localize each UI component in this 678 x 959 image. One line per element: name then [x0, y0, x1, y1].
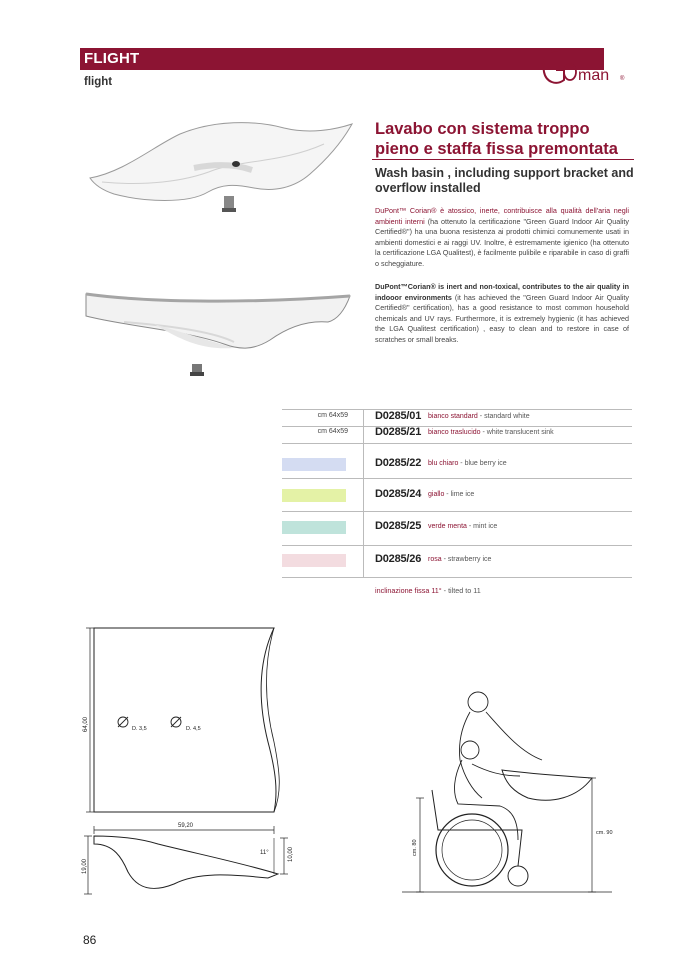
variant-name-it: rosa: [428, 556, 442, 563]
page-number: 86: [83, 933, 97, 947]
variant-name-en: blue berry ice: [464, 460, 507, 467]
variant-name-en: lime ice: [450, 491, 475, 498]
description-en: [375, 282, 629, 346]
table-rule: [282, 478, 632, 479]
product-photo-bottom: [84, 282, 352, 382]
wheelchair-illustration: [402, 680, 622, 898]
variant-size: cm 64x59: [317, 412, 348, 419]
table-rule: [282, 577, 632, 578]
logo-text: man: [578, 67, 610, 84]
variant-row: [0, 455, 678, 475]
product-title-en: Wash basin , including support bracket and overflow installed: [375, 166, 634, 195]
brand-logo: [538, 42, 630, 92]
tilt-note-en: tilted to 11: [448, 586, 481, 595]
variant-row: [0, 486, 678, 506]
header-bar: [80, 48, 604, 70]
description-en-lead: DuPont™Corian® is inert and non-toxical, contributes to the air quality in indooor environments: [375, 282, 629, 302]
variant-desc: [428, 491, 474, 498]
description-en-body: (it has achieved the "Green Guard Indoor Air Quality Certified®" certification), has a good resistance to most common household chemicals and UV rays. Furthermore, it is extremely hygienic (it has achieved the LGA Qualitest certification) , easy to clean and to restore in case of scratches or small breaks.: [375, 292, 629, 344]
page-title: FLIGHT: [84, 50, 140, 67]
variant-sep: -: [466, 523, 474, 530]
variant-name-en: standard white: [484, 413, 530, 420]
tilt-note-sep: -: [441, 586, 449, 595]
table-rule: [282, 511, 632, 512]
dim-width: 59,20: [178, 823, 194, 829]
color-swatch: [282, 521, 346, 534]
variant-sep: -: [480, 429, 487, 436]
variant-row: [0, 424, 678, 444]
variant-code: D0285/25: [375, 520, 422, 532]
description-it-lead: DuPont™ Corian® è atossico, inerte, contribuisce alla qualità dell'aria negli ambienti interni: [375, 206, 629, 226]
dim-small: 10,00: [288, 846, 294, 862]
variant-name-it: giallo: [428, 491, 445, 498]
logo-mark: ®: [620, 76, 625, 82]
variant-code: D0285/21: [375, 426, 422, 438]
tilt-note: [375, 586, 481, 595]
variant-sep: -: [444, 491, 451, 498]
dim-top: cm. 90: [596, 830, 613, 836]
variant-code: D0285/26: [375, 553, 422, 565]
description-it-body: (ha ottenuto la certificazione "Green Guard Indoor Air Quality Certified®") ha una buona resistenza ai prodotti chimici comunemente usati in ambienti domestici e ai raggi UV. Inoltre, è estremamente igienico (ha ottenuto la certificazione LGA Qualitest), è facilmente pulibile e riparabile in caso di graffi o scheggiature.: [375, 216, 629, 268]
product-title-it: Lavabo con sistema troppo pieno e staffa fissa premontata: [375, 120, 618, 158]
hole-label-2: D. 4,5: [186, 726, 201, 732]
dim-height: 64,00: [83, 716, 89, 732]
variant-desc: [428, 556, 491, 563]
variant-name-en: mint ice: [473, 523, 498, 530]
variant-sep: -: [441, 556, 448, 563]
title-divider: [372, 159, 634, 160]
tilt-note-it: inclinazione fissa 11°: [375, 586, 442, 595]
variant-size: cm 64x59: [317, 428, 348, 435]
variant-name-it: verde menta: [428, 523, 467, 530]
variant-desc: [428, 429, 554, 436]
page-subtitle: flight: [84, 76, 113, 88]
variant-name-it: bianco traslucido: [428, 429, 481, 436]
variant-code: D0285/24: [375, 488, 422, 500]
variant-sep: -: [477, 413, 485, 420]
color-swatch: [282, 554, 346, 567]
variant-desc: [428, 460, 507, 467]
variant-code: D0285/01: [375, 410, 422, 422]
product-photo-top: [84, 112, 354, 222]
dim-depth: 19,00: [82, 858, 88, 874]
variant-row: [0, 518, 678, 538]
variant-name-en: strawberry ice: [447, 556, 492, 563]
angle-label: 11°: [260, 850, 269, 856]
dim-seat: cm. 80: [412, 839, 418, 856]
variant-name-it: blu chiaro: [428, 460, 459, 467]
variant-name-it: bianco standard: [428, 413, 478, 420]
variant-sep: -: [458, 460, 465, 467]
variant-code: D0285/22: [375, 457, 422, 469]
table-rule: [282, 545, 632, 546]
description-it: [375, 206, 629, 270]
hole-label-1: D. 3,5: [132, 726, 147, 732]
color-swatch: [282, 489, 346, 502]
technical-drawing-basin: [78, 622, 318, 912]
color-swatch: [282, 458, 346, 471]
variant-name-en: white translucent sink: [486, 429, 554, 436]
variant-desc: [428, 523, 497, 530]
variant-desc: [428, 413, 530, 420]
variant-row: [0, 551, 678, 571]
